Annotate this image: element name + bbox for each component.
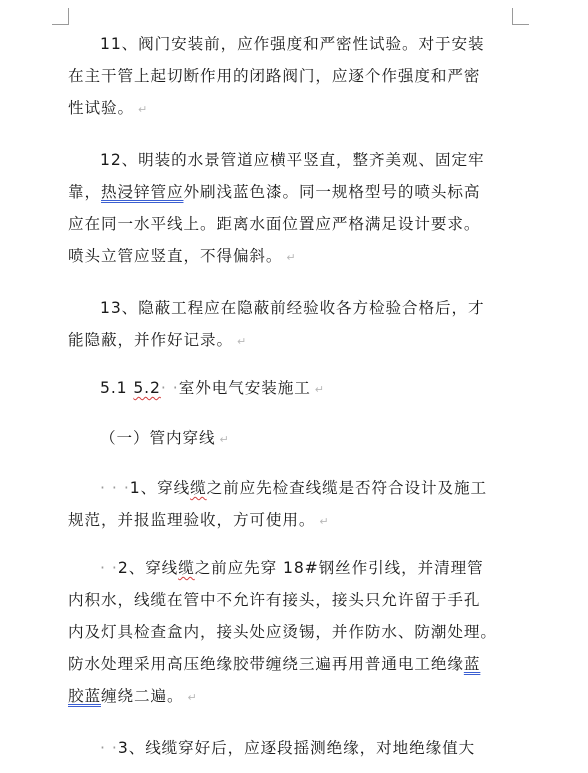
text-line: 内积水，线缆在管中不允许有接头，接头只允许留于手孔 <box>68 591 481 609</box>
text-line: 内及灯具检查盒内，接头处应烫锡，并作防水、防潮处理。 <box>68 623 497 641</box>
paragraph-mark-icon: ↵ <box>187 691 197 704</box>
page-corner-mark-top-left <box>52 8 69 25</box>
page-corner-mark-top-right <box>512 8 529 25</box>
section-heading <box>68 372 514 404</box>
sub-heading <box>68 422 514 454</box>
list-item-1 <box>68 472 514 536</box>
text-line: 在主干管上起切断作用的闭路阀门，应逐个作强度和严密 <box>68 67 481 85</box>
text-line: 能隐蔽，并作好记录。 ↵ <box>68 331 247 349</box>
paragraph-mark-icon: ↵ <box>137 103 148 116</box>
grammar-flag: 胶蓝 <box>68 687 101 705</box>
text-line: · ·2、穿线缆之前应先穿 18#钢丝作引线，并清理管 <box>100 559 484 577</box>
spelling-flag: 缆 <box>190 479 207 497</box>
text-line: 应在同一水平线上。距离水面位置应严格满足设计要求。 <box>68 215 481 233</box>
text-line: 防水处理采用高压绝缘胶带缠绕三遍再用普通电工绝缘蓝 <box>68 655 481 673</box>
paragraph-mark-icon: ↵ <box>314 383 324 396</box>
text-line: 靠，热浸锌管应外刷浅蓝色漆。同一规格型号的喷头标高 <box>68 183 481 201</box>
spelling-flag: 5.2 <box>133 379 161 397</box>
text-line: （一）管内穿线 ↵ <box>100 429 229 447</box>
grammar-flag: 蓝 <box>463 655 481 673</box>
text-line: · · ·1、穿线缆之前应先检查线缆是否符合设计及施工 <box>100 479 488 497</box>
paragraph-mark-icon: ↵ <box>286 251 296 264</box>
text-line: 规范，并报监理验收，方可使用。 ↵ <box>68 511 329 529</box>
list-item-2 <box>68 552 514 712</box>
paragraph-mark-icon: ↵ <box>319 515 329 528</box>
paragraph-mark-icon: ↵ <box>236 335 247 348</box>
text-line: 12、明装的水景管道应横平竖直，整齐美观、固定牢 <box>100 151 485 169</box>
text-line: 胶蓝缠绕二遍。 ↵ <box>68 687 197 705</box>
text-line: 5.1 5.2· ·室外电气安装施工 ↵ <box>100 379 324 397</box>
paragraph-12 <box>68 144 514 272</box>
grammar-flag: 热浸锌管应 <box>101 183 184 201</box>
text-line: 性试验。 ↵ <box>68 99 148 117</box>
spelling-flag: 缆 <box>178 559 195 577</box>
paragraph-11 <box>68 28 514 124</box>
text-line: 11、阀门安装前，应作强度和严密性试验。对于安装 <box>100 35 485 53</box>
text-line: · ·3、线缆穿好后，应逐段摇测绝缘，对地绝缘值大 <box>100 739 476 757</box>
paragraph-13 <box>68 292 514 356</box>
list-item-3 <box>68 732 514 764</box>
paragraph-mark-icon: ↵ <box>219 433 229 446</box>
text-line: 13、隐蔽工程应在隐蔽前经验收各方检验合格后，才 <box>100 299 485 317</box>
text-line: 喷头立管应竖直，不得偏斜。 ↵ <box>68 247 296 265</box>
